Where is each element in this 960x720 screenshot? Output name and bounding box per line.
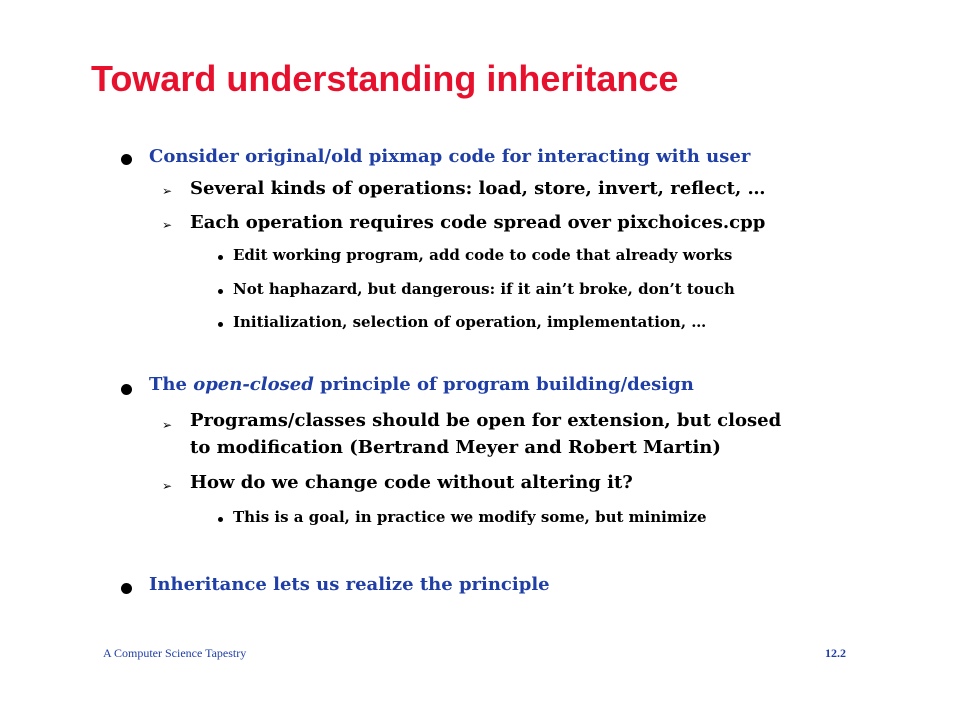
bullet-2-text <box>149 374 694 395</box>
slide-title: Toward understanding inheritance <box>91 58 679 99</box>
small-bullet-dot-icon <box>218 255 223 260</box>
footer-course-title: A Computer Science Tapestry <box>103 646 247 660</box>
arrowhead-icon: ➢ <box>162 479 173 493</box>
bullet-3-text: Inheritance lets us realize the principle <box>149 574 550 595</box>
small-bullet-dot-icon <box>218 289 223 294</box>
sub-bullet-2-1-line2: to modification (Bertrand Meyer and Robert Martin) <box>190 437 721 458</box>
sub-sub-bullet-1-2-3: Initialization, selection of operation, implementation, … <box>233 313 707 331</box>
bullet-dot-icon <box>121 154 132 165</box>
small-bullet-dot-icon <box>218 322 223 327</box>
arrowhead-icon: ➢ <box>162 218 173 232</box>
arrowhead-icon: ➢ <box>162 184 173 198</box>
bullet-dot-icon <box>121 583 132 594</box>
sub-bullet-2-2: How do we change code without altering it? <box>190 472 633 493</box>
bullet-1-text: Consider original/old pixmap code for interacting with user <box>149 146 751 167</box>
sub-sub-bullet-2-2-1: This is a goal, in practice we modify some, but minimize <box>233 508 707 526</box>
bullet-2-text-emphasis: open-closed <box>193 374 314 395</box>
bullet-dot-icon <box>121 384 132 395</box>
sub-sub-bullet-1-2-2: Not haphazard, but dangerous: if it ain’t broke, don’t touch <box>233 280 735 298</box>
bullet-2-text-after: principle of program building/design <box>313 374 694 395</box>
bullet-2-text-before: The <box>149 374 194 395</box>
footer-slide-number: 12.2 <box>825 646 846 660</box>
sub-sub-bullet-1-2-1: Edit working program, add code to code that already works <box>233 246 733 264</box>
sub-bullet-1-1: Several kinds of operations: load, store, invert, reflect, … <box>190 178 766 199</box>
arrowhead-icon: ➢ <box>162 418 173 432</box>
sub-bullet-2-1-line1: Programs/classes should be open for extension, but closed <box>190 410 782 431</box>
sub-bullet-1-2: Each operation requires code spread over pixchoices.cpp <box>190 212 766 233</box>
small-bullet-dot-icon <box>218 517 223 522</box>
